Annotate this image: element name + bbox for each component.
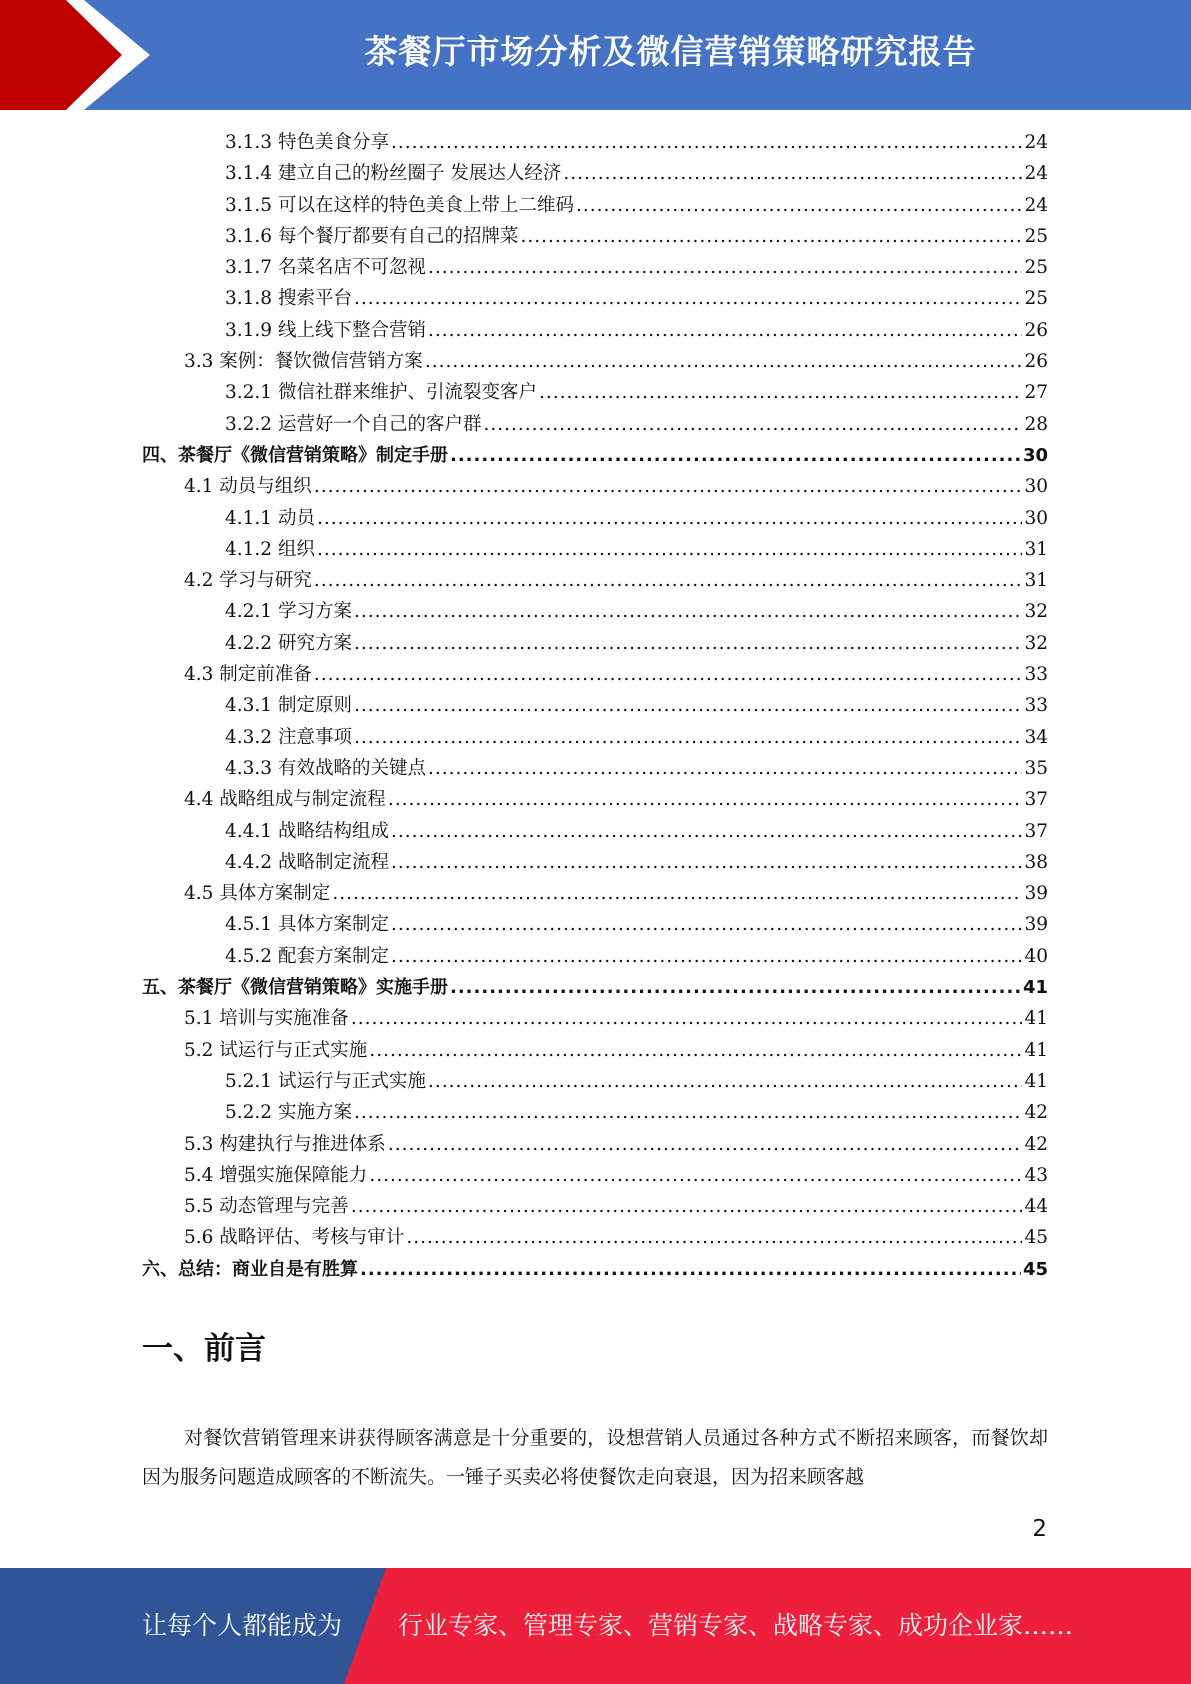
toc-entry-title: 4.1.1 动员 — [225, 507, 315, 529]
toc-dot-leader — [391, 847, 1022, 878]
toc-dot-leader — [520, 221, 1022, 252]
toc-entry-page: 30 — [1022, 444, 1048, 466]
table-of-contents — [142, 127, 1048, 1285]
toc-entry-title: 4.2.2 研究方案 — [225, 632, 352, 654]
toc-dot-leader — [391, 941, 1022, 972]
toc-dot-leader — [428, 315, 1022, 346]
toc-entry[interactable] — [142, 283, 1048, 314]
toc-entry-title: 4.2.1 学习方案 — [225, 601, 352, 623]
toc-entry-page: 24 — [1024, 163, 1048, 185]
toc-entry[interactable] — [142, 596, 1048, 627]
toc-dot-leader — [428, 1066, 1022, 1097]
toc-entry-page: 40 — [1024, 945, 1048, 967]
toc-dot-leader — [388, 784, 1023, 815]
footer-slogan-left: 让每个人都能成为 — [142, 1611, 343, 1640]
toc-dot-leader — [388, 1129, 1023, 1160]
header-arrow-decoration — [0, 0, 160, 110]
toc-entry-title: 5.1 培训与实施准备 — [184, 1008, 349, 1030]
toc-dot-leader — [406, 1222, 1022, 1253]
toc-dot-leader — [314, 659, 1023, 690]
toc-entry[interactable] — [142, 346, 1048, 377]
toc-entry-page: 24 — [1024, 132, 1048, 153]
toc-entry[interactable] — [142, 440, 1048, 471]
toc-entry[interactable] — [142, 252, 1048, 283]
toc-entry-page: 41 — [1024, 1008, 1048, 1030]
toc-dot-leader — [354, 283, 1023, 314]
toc-entry-page: 44 — [1024, 1196, 1048, 1218]
toc-entry[interactable] — [142, 816, 1048, 847]
toc-entry-title: 4.3.3 有效战略的关键点 — [225, 757, 426, 779]
toc-dot-leader — [391, 816, 1022, 847]
toc-entry[interactable] — [142, 784, 1048, 815]
toc-dot-leader — [563, 158, 1022, 189]
toc-entry-title: 3.1.7 名菜名店不可忽视 — [225, 257, 426, 279]
toc-entry[interactable] — [142, 941, 1048, 972]
toc-dot-leader — [576, 190, 1022, 221]
toc-entry[interactable] — [142, 628, 1048, 659]
toc-dot-leader — [360, 1254, 1021, 1285]
toc-entry[interactable] — [142, 1160, 1048, 1191]
toc-entry[interactable] — [142, 409, 1048, 440]
toc-dot-leader — [428, 252, 1022, 283]
toc-dot-leader — [369, 1035, 1022, 1066]
toc-entry-page: 32 — [1024, 601, 1048, 623]
document-title: 茶餐厅市场分析及微信营销策略研究报告 — [364, 32, 977, 71]
toc-entry-title: 3.2.2 运营好一个自己的客户群 — [225, 413, 482, 435]
toc-entry-title: 六、总结：商业自是有胜算 — [142, 1258, 358, 1280]
toc-dot-leader — [314, 471, 1023, 502]
toc-entry[interactable] — [142, 1003, 1048, 1034]
toc-entry-page: 25 — [1024, 225, 1048, 247]
toc-entry[interactable] — [142, 1191, 1048, 1222]
toc-entry-page: 28 — [1024, 413, 1048, 435]
toc-entry-page: 25 — [1024, 257, 1048, 279]
toc-entry-page: 38 — [1024, 851, 1048, 873]
toc-entry-title: 5.2.2 实施方案 — [225, 1102, 352, 1124]
toc-entry-page: 42 — [1024, 1133, 1048, 1155]
toc-entry-page: 41 — [1022, 977, 1048, 999]
toc-dot-leader — [354, 628, 1023, 659]
toc-dot-leader — [332, 878, 1022, 909]
toc-entry-title: 4.3.1 制定原则 — [225, 695, 352, 717]
toc-entry[interactable] — [142, 1254, 1048, 1285]
toc-dot-leader — [425, 346, 1023, 377]
toc-entry-title: 3.2.1 微信社群来维护、引流裂变客户 — [225, 382, 537, 404]
footer-banner — [0, 1568, 1191, 1684]
header-banner — [0, 0, 1191, 110]
toc-entry-title: 五、茶餐厅《微信营销策略》实施手册 — [142, 977, 448, 999]
toc-entry-page: 33 — [1024, 664, 1048, 686]
toc-entry[interactable] — [142, 753, 1048, 784]
toc-entry-title: 5.3 构建执行与推进体系 — [184, 1133, 386, 1155]
toc-entry[interactable] — [142, 878, 1048, 909]
toc-entry-page: 41 — [1024, 1070, 1048, 1092]
toc-entry-page: 27 — [1024, 382, 1048, 404]
toc-entry-page: 24 — [1024, 194, 1048, 216]
toc-entry[interactable] — [142, 315, 1048, 346]
body-paragraph: 对餐饮营销管理来讲获得顾客满意是十分重要的，设想营销人员通过各种方式不断招来顾客，而餐饮却因为服务问题造成顾客的不断流失。一锤子买卖必将使餐饮走向衰退，因为招来顾客越 — [142, 1427, 1048, 1488]
toc-dot-leader — [483, 409, 1022, 440]
toc-entry-page: 26 — [1024, 319, 1048, 341]
toc-entry[interactable] — [142, 127, 1048, 158]
toc-entry[interactable] — [142, 190, 1048, 221]
toc-entry-title: 4.4 战略组成与制定流程 — [184, 789, 386, 811]
toc-dot-leader — [428, 753, 1022, 784]
toc-dot-leader — [539, 377, 1022, 408]
toc-entry-page: 30 — [1024, 476, 1048, 498]
toc-dot-leader — [317, 534, 1023, 565]
toc-dot-leader — [391, 127, 1022, 158]
toc-entry[interactable] — [142, 972, 1048, 1003]
toc-entry-title: 5.4 增强实施保障能力 — [184, 1164, 368, 1186]
toc-entry-page: 25 — [1024, 288, 1048, 310]
toc-entry-title: 5.5 动态管理与完善 — [184, 1196, 349, 1218]
toc-entry-page: 35 — [1024, 757, 1048, 779]
toc-entry[interactable] — [142, 221, 1048, 252]
toc-dot-leader — [450, 440, 1021, 471]
toc-entry-page: 45 — [1022, 1258, 1048, 1280]
toc-dot-leader — [314, 565, 1023, 596]
toc-entry-page: 42 — [1024, 1102, 1048, 1124]
toc-dot-leader — [354, 722, 1023, 753]
toc-dot-leader — [317, 503, 1023, 534]
section-heading: 一、前言 — [142, 1331, 266, 1367]
toc-dot-leader — [354, 596, 1023, 627]
toc-entry[interactable] — [142, 158, 1048, 189]
toc-entry-title: 4.5.2 配套方案制定 — [225, 945, 389, 967]
toc-entry[interactable] — [142, 722, 1048, 753]
toc-entry-page: 37 — [1024, 789, 1048, 811]
footer-slogan-right: 行业专家、管理专家、营销专家、战略专家、成功企业家…… — [398, 1611, 1074, 1640]
toc-entry-title: 3.1.9 线上线下整合营销 — [225, 319, 426, 341]
toc-dot-leader — [354, 690, 1023, 721]
toc-entry-title: 4.5 具体方案制定 — [184, 883, 331, 905]
toc-entry[interactable] — [142, 1222, 1048, 1253]
toc-entry[interactable] — [142, 1129, 1048, 1160]
toc-entry-page: 39 — [1024, 883, 1048, 905]
toc-entry-title: 4.2 学习与研究 — [184, 570, 312, 592]
toc-entry-title: 4.3 制定前准备 — [184, 664, 312, 686]
toc-entry[interactable] — [142, 909, 1048, 940]
toc-entry-page: 30 — [1024, 507, 1048, 529]
toc-entry-title: 3.3 案例：餐饮微信营销方案 — [184, 351, 423, 373]
toc-entry-title: 4.5.1 具体方案制定 — [225, 914, 389, 936]
toc-dot-leader — [354, 1097, 1023, 1128]
toc-entry-title: 5.2 试运行与正式实施 — [184, 1039, 368, 1061]
toc-entry-page: 45 — [1024, 1227, 1048, 1249]
toc-entry-title: 3.1.8 搜索平台 — [225, 288, 352, 310]
toc-entry-page: 31 — [1024, 570, 1048, 592]
toc-entry[interactable] — [142, 1097, 1048, 1128]
toc-entry[interactable] — [142, 1035, 1048, 1066]
toc-entry-page: 39 — [1024, 914, 1048, 936]
toc-entry-title: 4.3.2 注意事项 — [225, 726, 352, 748]
toc-entry-page: 32 — [1024, 632, 1048, 654]
toc-entry-page: 34 — [1024, 726, 1048, 748]
toc-entry-title: 5.2.1 试运行与正式实施 — [225, 1070, 426, 1092]
toc-dot-leader — [369, 1160, 1022, 1191]
toc-entry-page: 33 — [1024, 695, 1048, 717]
toc-entry-page: 43 — [1024, 1164, 1048, 1186]
toc-entry-title: 4.4.2 战略制定流程 — [225, 851, 389, 873]
toc-entry-page: 37 — [1024, 820, 1048, 842]
toc-entry[interactable] — [142, 565, 1048, 596]
toc-entry-title: 3.1.3 特色美食分享 — [225, 132, 389, 153]
toc-entry[interactable] — [142, 847, 1048, 878]
toc-entry-title: 3.1.5 可以在这样的特色美食上带上二维码 — [225, 194, 574, 216]
toc-dot-leader — [351, 1191, 1023, 1222]
page-number: 2 — [1032, 1516, 1047, 1542]
toc-entry-title: 四、茶餐厅《微信营销策略》制定手册 — [142, 444, 448, 466]
toc-entry-page: 31 — [1024, 538, 1048, 560]
toc-dot-leader — [450, 972, 1021, 1003]
toc-entry-title: 4.1 动员与组织 — [184, 476, 312, 498]
toc-entry-page: 26 — [1024, 351, 1048, 373]
toc-entry-title: 3.1.6 每个餐厅都要有自己的招牌菜 — [225, 225, 519, 247]
toc-entry[interactable] — [142, 471, 1048, 502]
toc-entry-page: 41 — [1024, 1039, 1048, 1061]
toc-entry-title: 5.6 战略评估、考核与审计 — [184, 1227, 405, 1249]
toc-entry-title: 4.4.1 战略结构组成 — [225, 820, 389, 842]
toc-entry[interactable] — [142, 503, 1048, 534]
toc-entry[interactable] — [142, 690, 1048, 721]
toc-entry[interactable] — [142, 659, 1048, 690]
toc-entry[interactable] — [142, 534, 1048, 565]
toc-entry-title: 4.1.2 组织 — [225, 538, 315, 560]
toc-dot-leader — [391, 909, 1022, 940]
toc-dot-leader — [351, 1003, 1023, 1034]
toc-entry[interactable] — [142, 1066, 1048, 1097]
toc-entry-title: 3.1.4 建立自己的粉丝圈子 发展达人经济 — [225, 163, 562, 185]
toc-entry[interactable] — [142, 377, 1048, 408]
